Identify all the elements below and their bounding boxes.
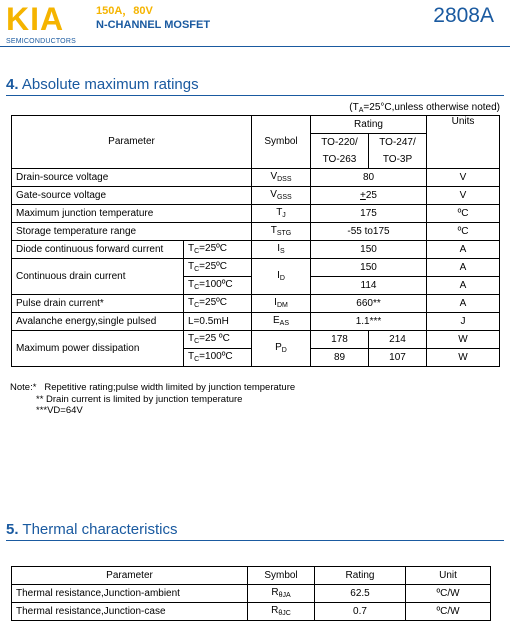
note-line: ** Drain current is limited by junction temperature	[36, 393, 243, 405]
absolute-max-ratings-table	[11, 115, 500, 367]
symbol-cell: $P_D$	[252, 331, 311, 367]
rating-cell: 62.5	[315, 585, 406, 603]
condition-cell: $T_C=25ºC$	[184, 295, 252, 313]
rating-cell: 214	[369, 331, 427, 349]
table-notes	[10, 382, 295, 417]
unit-cell: ºC/W	[406, 585, 491, 603]
param-cell: Diode continuous forward current	[12, 241, 184, 259]
unit-cell: A	[427, 295, 500, 313]
symbol-cell: $T_{STG}$	[252, 223, 311, 241]
param-cell: Maximum power dissipation	[12, 331, 184, 367]
unit-cell: A	[427, 277, 500, 295]
table-header-row	[12, 116, 500, 134]
table-row	[12, 187, 500, 205]
table-row	[12, 259, 500, 277]
rating-cell: -55 to175	[311, 223, 427, 241]
section-5-rule	[6, 540, 504, 541]
rating-cell: 660**	[311, 295, 427, 313]
logo-subtitle: SEMICONDUCTORS	[6, 38, 76, 45]
rating-cell: 175	[311, 205, 427, 223]
symbol-cell: $I_S$	[252, 241, 311, 259]
rating-cell: 1.1***	[311, 313, 427, 331]
section-4-title: Absolute maximum ratings	[21, 76, 199, 93]
header-units: Units	[427, 116, 500, 169]
logo-text: KIA	[6, 1, 65, 37]
table-row	[12, 313, 500, 331]
condition-cell: $T_C=25$ ºC	[184, 331, 252, 349]
table-header-row	[12, 567, 491, 585]
table-row	[12, 241, 500, 259]
param-cell: Maximum junction temperature	[12, 205, 252, 223]
part-number: 2808A	[433, 4, 494, 27]
unit-cell: ºC/W	[406, 603, 491, 621]
unit-cell: W	[427, 349, 500, 367]
section-4-number: 4.	[6, 76, 19, 93]
condition-cell: $T_C=25ºC$	[184, 241, 252, 259]
param-cell: Continuous drain current	[12, 259, 184, 295]
table-row	[12, 223, 500, 241]
package-2: TO-247/	[369, 134, 427, 152]
symbol-cell: $R_{\theta JC}$	[248, 603, 315, 621]
param-cell: Gate-source voltage	[12, 187, 252, 205]
symbol-cell: $T_J$	[252, 205, 311, 223]
symbol-cell: $E_{AS}$	[252, 313, 311, 331]
unit-cell: V	[427, 187, 500, 205]
condition-cell: $T_C=25ºC$	[184, 259, 252, 277]
package-1b: TO-263	[311, 151, 369, 169]
unit-cell: A	[427, 241, 500, 259]
header-rating: Rating	[311, 116, 427, 134]
condition-cell: $T_C=100ºC$	[184, 277, 252, 295]
header-unit: Unit	[406, 567, 491, 585]
table-row	[12, 205, 500, 223]
package-1: TO-220/	[311, 134, 369, 152]
rating-cell: 150	[311, 259, 427, 277]
param-cell: Avalanche energy,single pulsed	[12, 313, 184, 331]
section-5-title: Thermal characteristics	[22, 521, 178, 538]
device-spec	[96, 4, 210, 32]
table-row	[12, 331, 500, 349]
thermal-characteristics-table	[11, 566, 491, 621]
condition-cell: $T_C=100ºC$	[184, 349, 252, 367]
header-divider	[0, 46, 510, 47]
symbol-cell: $V_{GSS}$	[252, 187, 311, 205]
section-5-heading	[6, 521, 177, 538]
symbol-cell: $V_{DSS}$	[252, 169, 311, 187]
header-symbol: Symbol	[248, 567, 315, 585]
symbol-cell: $R_{\theta JA}$	[248, 585, 315, 603]
unit-cell: V	[427, 169, 500, 187]
header-symbol: Symbol	[252, 116, 311, 169]
note-line: ***VD=64V	[36, 405, 83, 416]
table-row	[12, 585, 491, 603]
param-cell: Pulse drain current*	[12, 295, 184, 313]
table-row	[12, 603, 491, 621]
unit-cell: A	[427, 259, 500, 277]
section-5-number: 5.	[6, 521, 19, 538]
rating-cell: 0.7	[315, 603, 406, 621]
unit-cell: W	[427, 331, 500, 349]
rating-cell: 114	[311, 277, 427, 295]
param-cell: Drain-source voltage	[12, 169, 252, 187]
symbol-cell: $I_D$	[252, 259, 311, 295]
rating-cell: 107	[369, 349, 427, 367]
rating-cell: 89	[311, 349, 369, 367]
rating-cell: 80	[311, 169, 427, 187]
condition-cell: L=0.5mH	[184, 313, 252, 331]
param-cell: Thermal resistance,Junction-case	[12, 603, 248, 621]
header-parameter: Parameter	[12, 567, 248, 585]
header-rating: Rating	[315, 567, 406, 585]
spec-type: N-CHANNEL MOSFET	[96, 19, 211, 31]
unit-cell: ºC	[427, 205, 500, 223]
param-cell: Thermal resistance,Junction-ambient	[12, 585, 248, 603]
test-condition: ($T_A=25^\circ C,unless$ otherwise noted)	[349, 102, 500, 114]
note-line: Note:* Repetitive rating;pulse width limited by junction temperature	[10, 382, 296, 393]
param-cell: Storage temperature range	[12, 223, 252, 241]
table-row	[12, 295, 500, 313]
rating-cell: 150	[311, 241, 427, 259]
unit-cell: J	[427, 313, 500, 331]
rating-cell: +25	[311, 187, 427, 205]
symbol-cell: $I_{DM}$	[252, 295, 311, 313]
section-4-rule	[6, 95, 504, 96]
company-logo	[6, 2, 88, 45]
header-parameter: Parameter	[12, 116, 252, 169]
spec-rating: 150A，80V	[96, 5, 153, 17]
unit-cell: ºC	[427, 223, 500, 241]
table-row	[12, 169, 500, 187]
rating-cell: 178	[311, 331, 369, 349]
package-2b: TO-3P	[369, 151, 427, 169]
section-4-heading	[6, 76, 199, 93]
